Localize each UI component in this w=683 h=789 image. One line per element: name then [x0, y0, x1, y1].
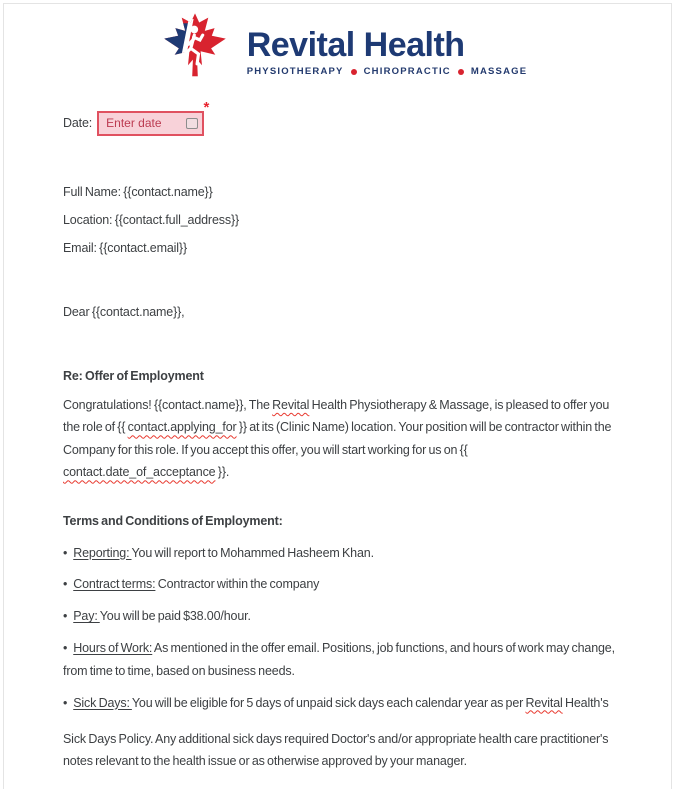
sick-days-misspelled-revital: Revital — [525, 695, 563, 710]
tagline-massage: MASSAGE — [470, 66, 528, 77]
intro-seg-6: }}. — [215, 465, 230, 480]
bullet-dot-icon: • — [63, 695, 68, 710]
date-field-row — [63, 98, 615, 136]
email-value: {{contact.email}} — [99, 240, 187, 255]
closing-paragraph: Sick Days Policy. Any additional sick days required Doctor's and/or appropriate health care practitioner's notes relevant to the health issue or as otherwise approved by your manager. — [63, 732, 609, 769]
offer-letter-page — [3, 3, 672, 789]
intro-field-applying-for: contact.applying_for — [127, 420, 237, 435]
logo — [63, 12, 615, 84]
full-name-label: Full Name: — [63, 185, 121, 199]
tagline-dot-icon — [351, 69, 357, 75]
sick-days-label: Sick Days: — [73, 695, 132, 710]
email-row — [63, 237, 615, 259]
bullet-pay — [63, 605, 615, 627]
hours-of-work-label: Hours of Work: — [73, 641, 153, 656]
email-label: Email: — [63, 240, 97, 255]
intro-seg-2: Health Physiotherapy & Massage, is pleased to offer you the role of {{ — [63, 398, 610, 435]
reporting-text: You will report to Mohammed Hasheem Khan. — [131, 545, 374, 560]
required-asterisk: * — [203, 98, 210, 116]
pay-label: Pay: — [73, 609, 100, 624]
leaf-navy-half — [156, 23, 188, 82]
recipient-block — [63, 181, 615, 259]
tagline-chiropractic: CHIROPRACTIC — [363, 66, 451, 77]
location-row — [63, 209, 615, 231]
tagline-dot-icon — [458, 69, 464, 75]
subject-line: Re: Offer of Employment — [63, 368, 204, 383]
bullet-dot-icon: • — [63, 609, 68, 624]
contract-terms-label: Contract terms: — [73, 577, 156, 592]
location-label: Location: — [63, 212, 113, 227]
calendar-icon[interactable] — [186, 118, 198, 129]
brand-block — [247, 12, 528, 77]
bullet-hours-of-work — [63, 637, 615, 682]
bullet-dot-icon: • — [63, 641, 68, 656]
leaf-red-half — [160, 12, 230, 82]
bullet-dot-icon: • — [63, 545, 68, 560]
brand-tagline — [247, 67, 528, 77]
pay-text: You will be paid $38.00/hour. — [99, 609, 251, 624]
tagline-physiotherapy: PHYSIOTHERAPY — [246, 66, 344, 77]
location-value: {{contact.full_address}} — [114, 212, 239, 227]
hours-of-work-text: As mentioned in the offer email. Positions, job functions, and hours of work may change, from time to time, based on business needs. — [63, 641, 615, 678]
date-label: Date: — [63, 115, 93, 130]
bullet-dot-icon: • — [63, 577, 68, 592]
salutation: Dear {{contact.name}}, — [63, 305, 185, 320]
intro-field-date-of-acceptance: contact.date_of_acceptance — [63, 465, 216, 480]
bullet-reporting — [63, 542, 615, 564]
intro-seg-4: }} at its (Clinic Name) location. Your position will be contractor within the Company for this role. If you accept this offer, you will start working for us on {{ — [63, 420, 612, 457]
sick-days-text-after: Health's — [562, 695, 609, 710]
date-input-wrap — [97, 98, 210, 136]
full-name-value: {{contact.name}} — [123, 185, 213, 199]
bullet-contract-terms — [63, 573, 615, 595]
maple-leaf-runner-icon — [151, 12, 239, 82]
terms-heading: Terms and Conditions of Employment: — [63, 513, 283, 528]
brand-title: Revital Health — [246, 26, 465, 64]
intro-seg-0: Congratulations! {{contact.name}}, The — [63, 398, 273, 413]
reporting-label: Reporting: — [73, 545, 132, 560]
contract-terms-text: Contractor within the company — [155, 577, 320, 592]
bullet-sick-days — [63, 692, 615, 714]
intro-misspelled-revital: Revital — [272, 398, 310, 413]
intro-paragraph — [63, 394, 615, 484]
full-name-row — [63, 181, 615, 203]
sick-days-text-before: You will be eligible for 5 days of unpaid sick days each calendar year as per — [131, 695, 526, 710]
